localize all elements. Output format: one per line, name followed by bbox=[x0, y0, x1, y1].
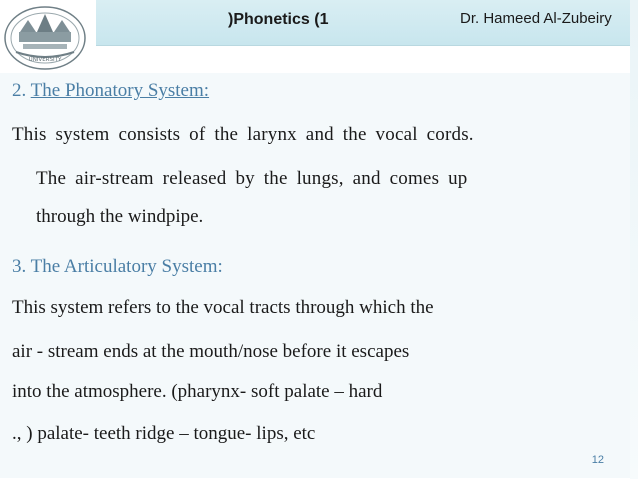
text-line: This system consists of the larynx and the vocal cords. bbox=[12, 124, 474, 145]
text-line: into the atmosphere. (pharynx- soft palate – hard bbox=[12, 381, 383, 402]
text-line: air - stream ends at the mouth/nose before it escapes bbox=[12, 341, 410, 362]
section-heading-phonatory bbox=[12, 80, 209, 102]
section-title: The Articulatory System: bbox=[30, 256, 223, 277]
section-number: 2. bbox=[12, 80, 27, 101]
text-line: ., ) palate- teeth ridge – tongue- lips, etc bbox=[12, 423, 316, 444]
text-line: through the windpipe. bbox=[36, 206, 204, 227]
text-line: This system refers to the vocal tracts through which the bbox=[12, 297, 434, 318]
section-title: The Phonatory System: bbox=[30, 80, 210, 101]
side-accent bbox=[630, 0, 638, 479]
text-line: The air-stream released by the lungs, and comes up bbox=[36, 168, 468, 189]
svg-text:UNIVERSITY: UNIVERSITY bbox=[28, 57, 62, 63]
slide-author: Dr. Hameed Al-Zubeiry bbox=[460, 10, 612, 27]
section-heading-articulatory bbox=[12, 256, 223, 278]
section-number: 3. bbox=[12, 256, 27, 277]
university-logo-icon bbox=[0, 0, 96, 73]
slide-header-title: )Phonetics (1 bbox=[228, 11, 329, 28]
page-number: 12 bbox=[591, 454, 604, 466]
